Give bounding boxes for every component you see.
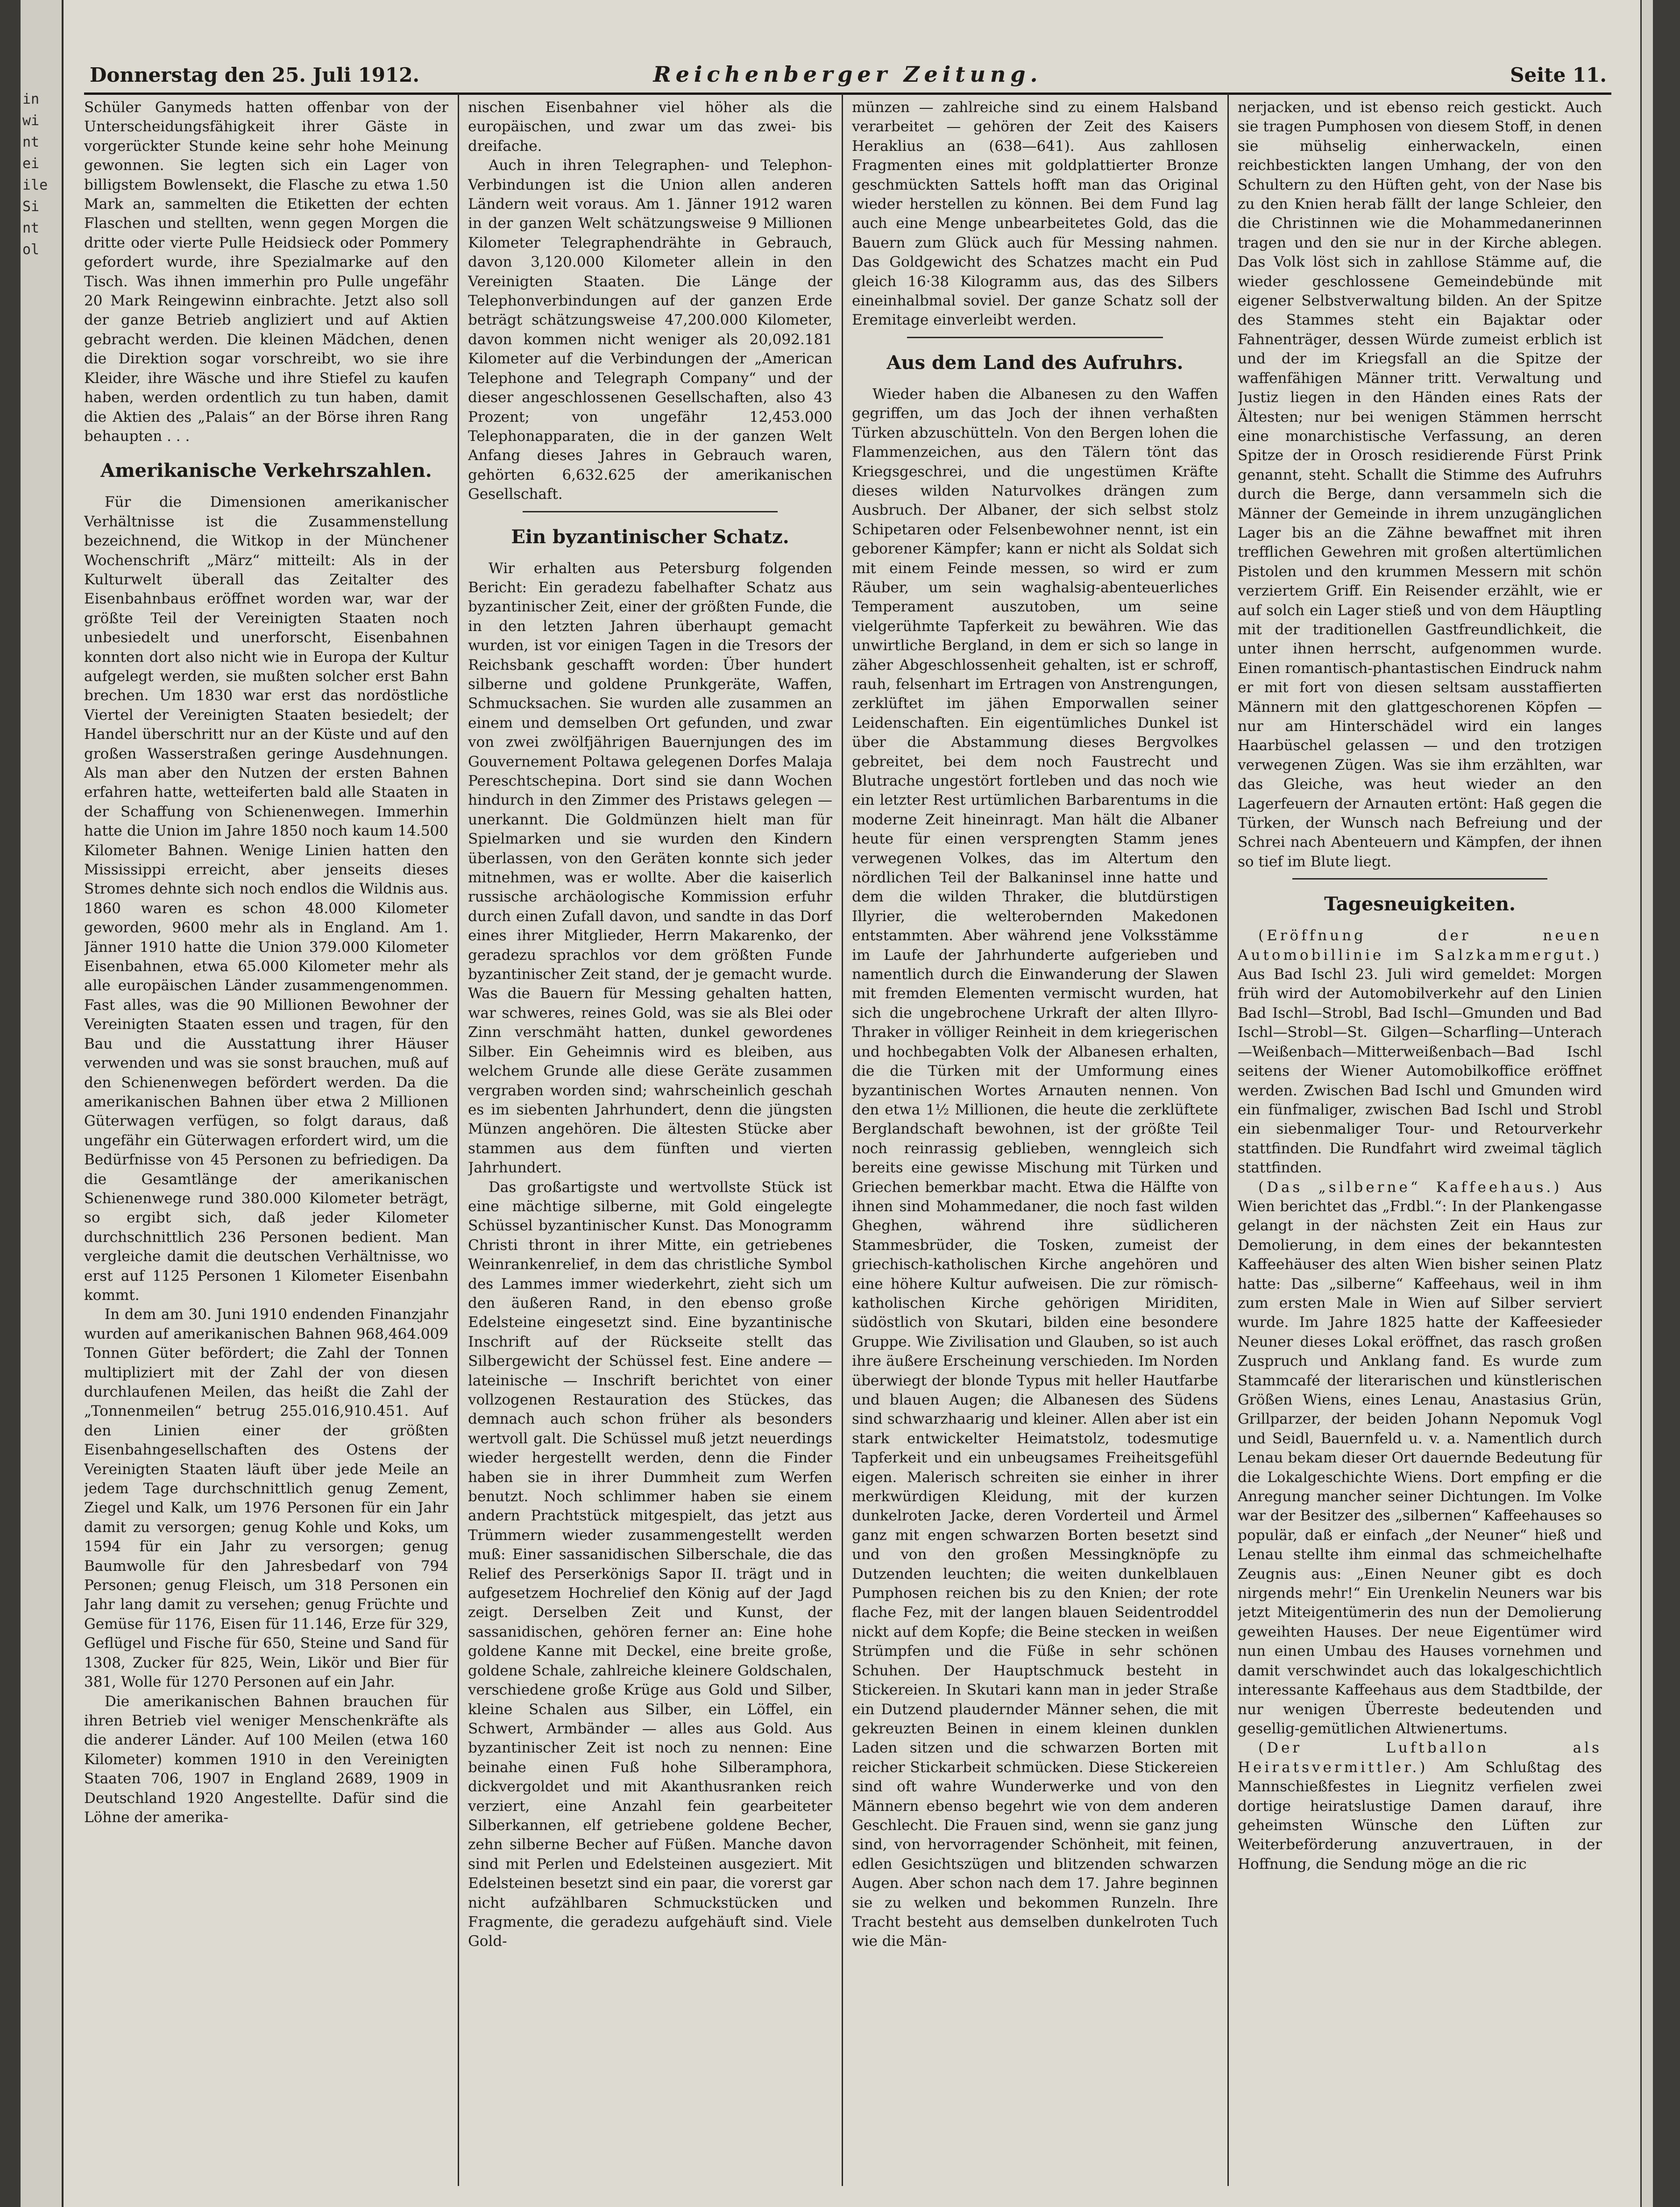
column-divider (1227, 93, 1229, 2186)
adjacent-page-strip (21, 0, 64, 2207)
news-item-title: (Das „silberne“ Kaffeehaus.) (1258, 1178, 1562, 1196)
news-item-text: Am Schlußtag des Mannschießfestes in Liegnitz verfielen zwei dortige heiratslustige Damen darauf, ihre geheimsten Wünsche den Lüften zur Weiterbeförderung anzuvertrauen, in der Hoffnung, die Sendung möge an die ric (1238, 1759, 1602, 1873)
article-continuation: nischen Eisenbahner viel höher als die europäischen, und zwar um das zwei- bis dreifache. (468, 99, 832, 155)
spine-fragment: in (22, 91, 40, 107)
header-newspaper-title: Reichenberger Zeitung. (653, 62, 1042, 87)
page-header (84, 55, 1611, 92)
column-1 (84, 98, 448, 2186)
right-margin-strip (1640, 0, 1653, 2207)
column-divider (458, 93, 459, 2186)
spine-fragment: wi (22, 113, 40, 129)
section-rule (523, 511, 778, 512)
article-paragraph: In dem am 30. Juni 1910 endenden Finanzjahr wurden auf amerikanischen Bahnen 968,464.009 Tonnen Güter befördert; die Zahl der Tonnen multipliziert mit der Zahl der von diesen durchlaufenen Meilen, das heißt die Zahl der „Tonnenmeilen“ betrug 255.016,910.451. Auf den Linien einer der größten Eisenbahngesellschaften des Ostens der Vereinigten Staaten läuft über jede Meile an jedem Tage durchschnittlich genug Zement, Ziegel und Kalk, um 1976 Personen für ein Jahr damit zu versorgen; genug Kohle und Koks, um 1594 für ein Jahr zu versorgen; genug Baumwolle für den Jahresbedarf von 794 Personen; genug Fleisch, um 318 Personen ein Jahr lang damit zu versehen; genug Früchte und Gemüse für 1176, Eisen für 11.146, Erze für 329, Geflügel und Fische für 650, Steine und Sand für 1308, Zucker für 825, Wein, Likör und Bier für 381, Wolle für 1270 Personen auf ein Jahr. (84, 1306, 448, 1691)
news-item-text: Aus Bad Ischl 23. Juli wird gemeldet: Morgen früh wird der Automobilverkehr auf den Linien Bad Ischl—Strobl, Bad Ischl—Gmunden und Bad Ischl—Strobl—St. Gilgen—Scharfling—Unterach—Weißenbach—Mitterweißenbach—Bad Ischl seitens der Wiener Automobilkoffice eröffnet werden. Zwischen Bad Ischl und Gmunden wird ein fünfmaliger, zwischen Bad Ischl und Strobl ein siebenmaliger Tour- und Retourverkehr stattfinden. Die Rundfahrt wird zweimal täglich stattfinden. (1238, 966, 1602, 1177)
news-item-text: Aus Wien berichtet das „Frdbl.“: In der Plankengasse gelangt in der nächsten Zeit ein Haus zur Demolierung, in dem eines der bekanntesten Kaffeehäuser des alten Wien bisher seinen Platz hatte: Das „silberne“ Kaffeehaus, weil in ihm zum ersten Male in Wien auf Silber serviert wurde. Im Jahre 1825 hatte der Kaffeesieder Neuner dieses Lokal eröffnet, das rasch großen Zuspruch und Anklang fand. Es wurde zum Stammcafé der literarischen und künstlerischen Größen Wiens, eines Lenau, Anastasius Grün, Grillparzer, der beiden Johann Nepomuk Vogl und Seidl, Bauernfeld u. v. a. Namentlich durch Lenau bekam dieser Ort dauernde Bedeutung für die Lokalgeschichte Wiens. Dort empfing er die Anregung mancher seiner Dichtungen. Im Volke war der Besitzer des „silbernen“ Kaffeehauses so populär, daß er einfach „der Neuner“ hieß und Lenau stellte ihm einmal das schmeichelhafte Zeugnis aus: „Einen Neuner gibt es doch nirgends mehr!“ Ein Urenkelin Neuners war bis jetzt Miteigentümerin des nun der Demolierung geweihten Hauses. Der neue Eigentümer wird nun einen Umbau des Hauses vornehmen und damit verschwindet auch das lokalgeschichtlich interessante Kaffeehaus aus dem Stadtbilde, der nur wenigen Überreste bedeutenden und gesellig-gemütlichen Altwienertums. (1238, 1178, 1602, 1737)
article-continuation: Schüler Ganymeds hatten offenbar von der Unterscheidungsfähigkeit ihrer Gäste in vorgerückter Stunde keine sehr hohe Meinung gewonnen. Sie legten sich ein Lager von billigstem Bowlensekt, die Flasche zu etwa 1.50 Mark an, sammelten die Etiketten der echten Flaschen und stellten, wenn gegen Morgen die dritte oder vierte Pulle Heidsieck oder Pommery gefordert wurde, ihre Spezialmarke auf den Tisch. Was ihnen immerhin pro Pulle ungefähr 20 Mark Reingewinn einbrachte. Jetzt also soll der ganze Betrieb angliziert und auf Aktien gebracht werden. Die kleinen Mädchen, denen die Direktion sogar vorschreibt, wo sie ihre Kleider, ihre Wäsche und ihre Stiefel zu kaufen haben, werden ordentlich zu tun haben, damit die Aktien des „Palais“ an der Börse ihren Rang behaupten . . . (84, 99, 448, 445)
article-paragraph: Die amerikanischen Bahnen brauchen für ihren Betrieb viel weniger Menschenkräfte als die anderer Länder. Auf 100 Meilen (etwa 160 Kilometer) kommen 1910 in den Vereinigten Staaten 706, 1907 in England 2689, 1909 in Deutschland 1920 Angestellte. Dafür sind die Löhne der amerika- (84, 1693, 448, 1826)
article-paragraph: Für die Dimensionen amerikanischer Verhältnisse ist die Zusammenstellung bezeichnend, die Witkop in der Münchener Wochenschrift „März“ mitteilt: Als in der Kulturwelt überall das Zeitalter des Eisenbahnbaus eröffnet worden war, war der größte Teil der Vereinigten Staaten noch unbesiedelt und unerforscht, Eisenbahnen konnten dort also nicht wie in Europa der Kultur aufgelegt werden, sie mußten solcher erst Bahn brechen. Um 1830 war erst das nordöstliche Viertel der Vereinigten Staaten besiedelt; der Handel überschritt nur an der Küste und auf den großen Wasserstraßen geringe Ausdehnungen. Als man aber den Nutzen der ersten Bahnen erfahren hatte, wetteiferten bald alle Staaten in der Schaffung von Schienenwegen. Immerhin hatte die Union im Jahre 1850 noch kaum 14.500 Kilometer Bahnen. Wenige Linien hatten den Mississippi erreicht, aber jenseits dieses Stromes dehnte sich noch endlos die Wildnis aus. 1860 waren es schon 48.000 Kilometer geworden, 9600 mehr als in England. Am 1. Jänner 1910 hatte die Union 379.000 Kilometer Eisenbahnen, etwa 65.000 Kilometer mehr als alle europäischen Länder zusammengenommen. Fast alles, was die 90 Millionen Bewohner der Vereinigten Staaten essen und tragen, für den Bau und die Ausstattung ihrer Häuser verwenden und was sie sonst brauchen, muß auf den Schienenwegen befördert werden. Da die amerikanischen Bahnen über etwa 2 Millionen Güterwagen verfügen, so folgt daraus, daß ungefähr ein Güterwagen erfordert wird, um die Bedürfnisse von 45 Personen zu befriedigen. Da die Gesamtlänge der amerikanischen Schienenwege rund 380.000 Kilometer beträgt, so ergibt sich, daß jeder Kilometer durchschnittlich 236 Personen bedient. Man vergleiche damit die deutschen Verhältnisse, wo erst auf 1125 Personen 1 Kilometer Eisenbahn kommt. (84, 494, 448, 1304)
spine-fragment: ei (22, 156, 40, 172)
spine-fragment: nt (22, 134, 40, 150)
column-3 (852, 98, 1218, 2186)
headline-tagesneuigkeiten: Tagesneuigkeiten. (1324, 893, 1516, 915)
header-date: Donnerstag den 25. Juli 1912. (90, 64, 420, 86)
header-page-number: Seite 11. (1510, 64, 1607, 86)
column-2 (468, 98, 832, 2186)
headline-land-des-aufruhrs: Aus dem Land des Aufruhrs. (886, 351, 1184, 374)
article-paragraph: Auch in ihren Telegraphen- und Telephon-Verbindungen ist die Union allen anderen Ländern weit voraus. Am 1. Jänner 1912 waren in der ganzen Welt schätzungsweise 9 Millionen Kilometer Telegraphendrähte in Gebrauch, davon 3,120.000 Kilometer allein in den Vereinigten Staaten. Die Länge der Telephonverbindungen auf der ganzen Erde beträgt schätzungsweise 47,200.000 Kilometer, davon kommen nicht weniger als 20,092.181 Kilometer auf die Verbindungen der „American Telephone and Telegraph Company“ und der dieser angeschlossenen Gesellschaften, also 43 Prozent; von ungefähr 12,453.000 Telephonapparaten, die in der ganzen Welt Anfang dieses Jahres in Gebrauch waren, gehörten 6,632.625 der amerikanischen Gesellschaft. (468, 157, 832, 503)
article-paragraph: Das großartigste und wertvollste Stück ist eine mächtige silberne, mit Gold eingelegte Schüssel byzantinischer Kunst. Das Monogramm Christi thront in ihrer Mitte, ein getriebenes Weinrankenrelief, in dem das christliche Symbol des Lammes immer wiederkehrt, zieht sich um den äußeren Rand, in den ebenso große Edelsteine eingesetzt sind. Eine byzantinische Inschrift auf der Rückseite stellt das Silbergewicht der Schüssel fest. Eine andere — lateinische — Inschrift berichtet von einer vollzogenen Restauration des Stückes, das demnach auch schon früher als besonders wertvoll galt. Die Schüssel muß jetzt neuerdings wieder hergestellt werden, denn die Finder haben sie in ihrer Dummheit zum Werfen benutzt. Noch schlimmer haben sie einem andern Prachtstück mitgespielt, das jetzt aus Trümmern wieder zusammengestellt werden muß: Einer sassanidischen Silberschale, die das Relief des Perserkönigs Sapor II. trägt und in aufgesetzem Hochrelief den König auf der Jagd zeigt. Derselben Zeit und Kunst, der sassanidischen, gehören ferner an: Eine hohe goldene Kanne mit Deckel, eine breite große, goldene Schale, zahlreiche kleinere Goldschalen, verschiedene große Krüge aus Gold und Silber, kleine Schalen aus Silber, ein Löffel, ein Schwert, Armbänder — alles aus Gold. Aus byzantinischer Zeit ist noch zu nennen: Eine beinahe einen Fuß hohe Silberamphora, dickvergoldet und mit Akanthusranken reich verziert, eine Anzahl fein gearbeiteter Silberkannen, elf getriebene goldene Becher, zehn silberne Becher auf Füßen. Manche davon sind mit Perlen und Edelsteinen ausgeziert. Mit Edelsteinen besetzt sind ein paar, die vorerst gar nicht aufzählbaren Schmuckstücken und Fragmente, die geradezu aufgehäuft sind. Viele Gold- (468, 1178, 832, 1950)
article-continuation: nerjacken, und ist ebenso reich gestickt. Auch sie tragen Pumphosen von diesem Stoff, in denen sie mühselig einherwackeln, einen reichbestickten langen Umhang, der von den Schultern zu den Hüften geht, von der Nase bis zu den Knien herab fällt der lange Schleier, den die Christinnen wie die Mohammedanerinnen tragen und den sie nur in der Kirche ablegen. Das Volk löst sich in zahllose Stämme auf, die wieder geschlossene Gemeindebünde mit eigener Selbstverwaltung bilden. An der Spitze des Stammes steht ein Bajaktar oder Fahnenträger, dessen Würde zumeist erblich ist und der im Kriegsfall an die Spitze der waffenfähigen Männer tritt. Verwaltung und Justiz liegen in den Händen eines Rats der Ältesten; nur bei wenigen Stämmen herrscht eine monarchistische Verfassung, an deren Spitze der in Orosch residierende Fürst Prink genannt, steht. Schallt die Stimme des Aufruhrs durch die Berge, dann versammeln sich die Männer der Gemeinde in ihrem unzugänglichen Lager bis an die Zähne bewaffnet mit ihren trefflichen Gewehren mit großen altertümlichen Pistolen und den krummen Messern mit schön verziertem Griff. Ein Reisender erzählt, wie er auf solch ein Lager stieß und von dem Häuptling mit der traditionellen Gastfreundlichkeit, die unter ihnen herrscht, aufgenommen wurde. Einen romantisch-phantastischen Eindruck nahm er mit fort von diesen seltsam ausstaffierten Männern mit den glattgeschorenen Köpfen — nur am Hinterschädel wird ein langes Haarbüschel gelassen — und den trotzigen verwegenen Zügen. Was sie ihm erzählten, war das Gleiche, was heut wieder an den Lagerfeuern der Arnauten ertönt: Haß gegen die Türken, der Wunsch nach Befreiung und der Schrei nach Abenteuern und Kämpfen, der ihnen so tief im Blute liegt. (1238, 99, 1602, 870)
spine-fragment: Si (22, 199, 40, 215)
headline-byzantinischer-schatz: Ein byzantinischer Schatz. (511, 525, 789, 548)
spine-fragment: ol (22, 241, 40, 258)
column-4 (1238, 98, 1602, 2186)
binding-spine (0, 0, 21, 2207)
article-paragraph: Wir erhalten aus Petersburg folgenden Bericht: Ein geradezu fabelhafter Schatz aus byzantinischer Zeit, einer der größten Funde, die in den letzten Jahren überhaupt gemacht wurden, ist vor einigen Tagen in die Tresors der Reichsbank geschafft worden: Über hundert silberne und goldene Prunkgeräte, Waffen, Schmucksachen. Sie wurden alle zusammen an einem und demselben Ort gefunden, und zwar von zwei zwölfjährigen Bauernjungen des im Gouvernement Poltawa gelegenen Dorfes Malaja Pereschtschepina. Dort sind sie dann Wochen hindurch in den Zimmer des Pristaws gelegen — unerkannt. Die Goldmünzen hielt man für Spielmarken und sie wurden den Kindern überlassen, von den Geräten konnte sich jeder mitnehmen, was er wollte. Aber die kaiserlich russische archäologische Kommission erfuhr durch einen Zufall davon, und sandte in das Dorf eines ihrer Mitglieder, Herrn Makarenko, der geradezu sprachlos vor dem größten Funde byzantinischer Zeit stand, der je gemacht wurde. Was die Bauern für Messing gehalten hatten, war schweres, reines Gold, was sie als Blei oder Zinn verschmäht hatten, dunkel gewordenes Silber. Ein Geheimnis wird es bleiben, aus welchem Grunde alle diese Geräte zusammen vergraben worden sind; wahrscheinlich geschah es im siebenten Jahrhundert, denn die jüngsten Münzen angehören. Die ältesten Stücke aber stammen aus dem fünften und vierten Jahrhundert. (468, 560, 832, 1177)
news-item-title: (Der Luftballon als Heiratsvermittler.) (1238, 1739, 1602, 1776)
right-edge-shadow (1653, 0, 1680, 2207)
section-rule (1292, 878, 1547, 880)
headline-amerikanische-verkehrszahlen: Amerikanische Verkehrszahlen. (100, 460, 432, 482)
spine-fragment: ile (22, 177, 48, 193)
column-divider (842, 93, 843, 2186)
article-paragraph: Wieder haben die Albanesen zu den Waffen gegriffen, um das Joch der ihnen verhaßten Türken abzuschütteln. Von den Bergen lohen die Flammenzeichen, aus den Tälern tönt das Kriegsgeschrei, und die ungestümen Kräfte dieses wilden Naturvolkes drängen zum Ausbruch. Der Albaner, der sich selbst stolz Schipetaren oder Felsenbewohner nennt, ist ein geborener Kämpfer; kann er nicht als Soldat sich mit einem Feinde messen, so wird er zum Räuber, um sein waghalsig-abenteuerliches Temperament auszutoben, um seine vielgerühmte Tapferkeit zu bewähren. Wie das unwirtliche Bergland, in dem er sich so lange in zäher Abgeschlossenheit gehalten, ist er schroff, rauh, felsenhart im Ertragen von Anstrengungen, zerklüftet im jähen Emporwallen seiner Leidenschaften. Ein eigentümliches Dunkel ist über die Abstammung dieses Bergvolkes gebreitet, bei dem noch Faustrecht und Blutrache ungestört fortleben und das noch wie ein letzter Rest urtümlichen Barbarentums in die moderne Zeit hineinragt. Man hält die Albaner heute für einen versprengten Stamm jenes verwegenen Volkes, das im Altertum den nördlichen Teil der Balkaninsel inne hatte und dem die wilden Thraker, die blutdürstigen Illyrier, die welterobernden Makedonen entstammten. Aber während jene Volksstämme im Laufe der Jahrhunderte aufgerieben und namentlich durch die Einwanderung der Slawen mit fremden Elementen vermischt wurden, hat sich die ungebrochene Urkraft der alten Illyro-Thraker in völliger Reinheit in dem kriegerischen und hochbegabten Volk der Albanesen erhalten, die die Türken mit der Umformung eines byzantinischen Wortes Arnauten nennen. Von den etwa 1½ Millionen, die heute die zerklüftete Berglandschaft bewohnen, ist der größte Teil noch reinrassig geblieben, wenngleich sich bereits eine gewisse Mischung mit Türken und Griechen bemerkbar macht. Etwa die Hälfte von ihnen sind Mohammedaner, die noch fast wilden Gheghen, während ihre südlicheren Stammesbrüder, die Tosken, zumeist der griechisch-katholischen Kirche angehören und eine höhere Kultur aufweisen. Die zur römisch-katholischen Kirche gehörigen Miriditen, südöstlich von Skutari, bilden eine besondere Gruppe. Wie Zivilisation und Glauben, so ist auch ihre äußere Erscheinung verschieden. Im Norden überwiegt der blonde Typus mit heller Hautfarbe und blauen Augen; die Albanesen des Südens sind schwarzhaarig und kleiner. Allen aber ist ein stark entwickelter Heimatstolz, todesmutige Tapferkeit und ein unbeugsames Freiheitsgefühl eigen. Malerisch schreiten sie einher in ihrer merkwürdigen Kleidung, mit der kurzen dunkelroten Jacke, deren Vorderteil und Ärmel ganz mit engen schwarzen Borten besetzt sind und von den großen Messingknöpfe zu Dutzenden leuchten; die weiten dunkelblauen Pumphosen reichen bis zu den Knien; der rote flache Fez, mit der langen blauen Seidentroddel nickt auf dem Kopfe; die Beine stecken in weißen Strümpfen und die Füße in sehr schönen Schuhen. Der Hauptschmuck besteht in Stickereien. In Skutari kann man in jeder Straße ein Dutzend plaudernder Männer sehen, die mit gekreuzten Beinen in einem kleinen dunklen Laden sitzen und die schwarzen Borten mit reicher Stickarbeit schmücken. Diese Stickereien sind oft wahre Wunderwerke und von den Männern ebenso begehrt wie von dem anderen Geschlecht. Die Frauen sind, wenn sie ganz jung sind, von hervorragender Schönheit, mit feinen, edlen Gesichtszügen und blitzenden schwarzen Augen. Aber schon nach dem 17. Jahre beginnen sie zu welken und bekommen Runzeln. Ihre Tracht besteht aus demselben dunkelroten Tuch wie die Män- (852, 385, 1218, 1950)
header-rule (84, 92, 1611, 95)
spine-fragment: nt (22, 220, 40, 236)
section-rule (907, 337, 1163, 338)
news-item-title: (Eröffnung der neuen Automobillinie im Salzkammergut.) (1238, 927, 1602, 964)
article-continuation: münzen — zahlreiche sind zu einem Halsband verarbeitet — gehören der Zeit des Kaisers Heraklius an (638—641). Aus zahllosen Fragmenten eines mit goldplattierter Bronze geschmückten Sattels hofft man das Original wieder herstellen zu können. Bei dem Fund lag auch eine Menge unbearbeitetes Gold, das die Bauern zum Glück auch für Messing nahmen. Das Goldgewicht des Schatzes macht ein Pud gleich 16·38 Kilogramm aus, das des Silbers eineinhalbmal soviel. Der ganze Schatz soll der Eremitage einverleibt werden. (852, 99, 1218, 329)
